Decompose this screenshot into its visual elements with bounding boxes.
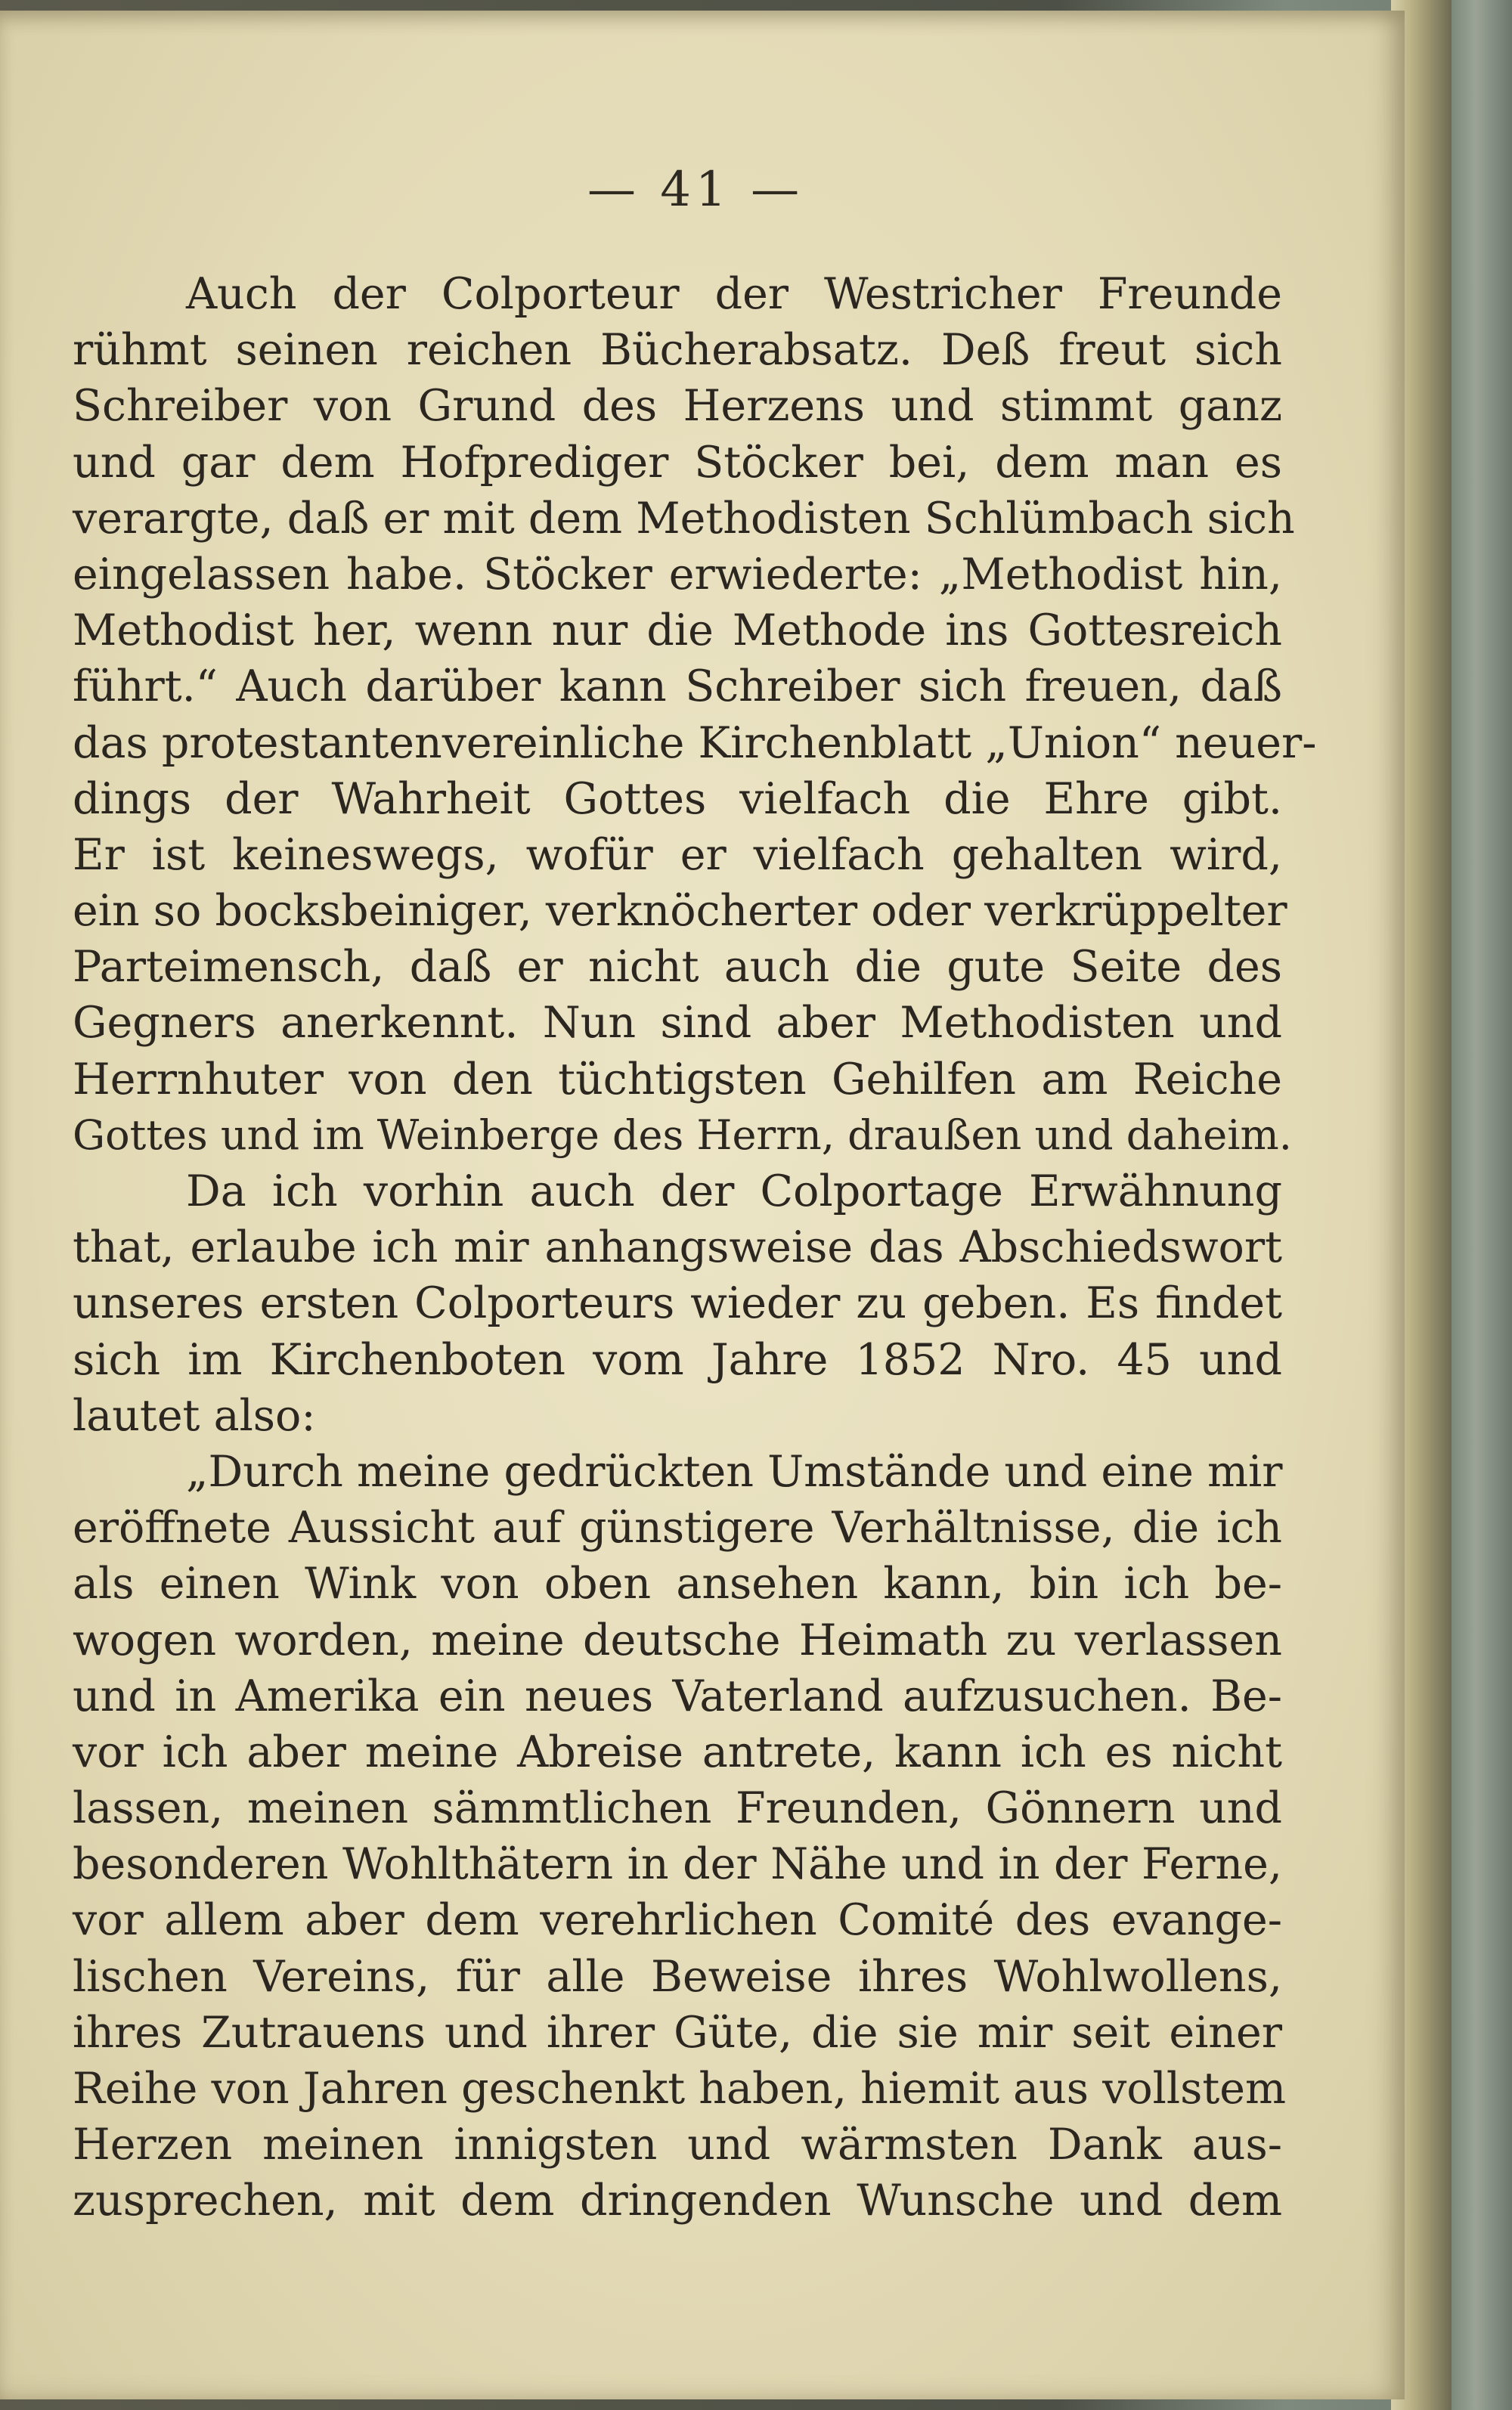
- text-line: dings der Wahrheit Gottes vielfach die Ehre gibt.: [73, 773, 1282, 824]
- text-line: lautet also:: [73, 1390, 316, 1441]
- text-line: Da ich vorhin auch der Colportage Erwähnung: [186, 1166, 1282, 1216]
- text-line: Reihe von Jahren geschenkt haben, hiemit aus vollstem: [73, 2064, 1287, 2114]
- text-line: vor ich aber meine Abreise antrete, kann ich es nicht: [73, 1727, 1282, 1777]
- text-line: führt.“ Auch darüber kann Schreiber sich freuen, daß: [73, 661, 1282, 712]
- book-page: [0, 11, 1405, 2399]
- text-line: zusprechen, mit dem dringenden Wunsche und dem: [73, 2176, 1282, 2226]
- scanner-margin: [1452, 0, 1512, 2410]
- text-line: ihres Zutrauens und ihrer Güte, die sie mir seit einer: [73, 2007, 1282, 2058]
- text-line: lischen Vereins, für alle Beweise ihres Wohlwollens,: [73, 1951, 1282, 2002]
- text-line: that, erlaube ich mir anhangsweise das Abschiedswort: [73, 1222, 1282, 1273]
- text-line: und in Amerika ein neues Vaterland aufzusuchen. Be-: [73, 1671, 1282, 1721]
- text-line: sich im Kirchenboten vom Jahre 1852 Nro. 45 und: [73, 1334, 1282, 1385]
- text-line: Herrnhuter von den tüchtigsten Gehilfen am Reiche: [73, 1054, 1282, 1104]
- text-line: Schreiber von Grund des Herzens und stimmt ganz: [73, 381, 1282, 432]
- text-line: verargte, daß er mit dem Methodisten Schlümbach sich: [73, 493, 1295, 544]
- text-line: Er ist keineswegs, wofür er vielfach gehalten wird,: [73, 829, 1282, 880]
- text-line: „Durch meine gedrückten Umstände und eine mir: [186, 1446, 1283, 1497]
- text-line: und gar dem Hofprediger Stöcker bei, dem man es: [73, 437, 1282, 488]
- text-line: Methodist her, wenn nur die Methode ins Gottesreich: [73, 606, 1282, 656]
- text-line: eingelassen habe. Stöcker erwiederte: „Methodist hin,: [73, 549, 1282, 599]
- text-line: Parteimensch, daß er nicht auch die gute Seite des: [73, 942, 1282, 993]
- text-line: ein so bocksbeiniger, verknöcherter oder verkrüppelter: [73, 886, 1287, 937]
- text-line: Herzen meinen innigsten und wärmsten Dank aus-: [73, 2120, 1282, 2170]
- text-line: das protestantenvereinliche Kirchenblatt „Union“ neuer-: [73, 717, 1317, 768]
- text-line: lassen, meinen sämmtlichen Freunden, Gönnern und: [73, 1783, 1282, 1834]
- text-line: Gottes und im Weinberge des Herrn, draußen und daheim.: [73, 1111, 1292, 1159]
- text-line: wogen worden, meine deutsche Heimath zu verlassen: [73, 1615, 1282, 1665]
- body-text: [73, 266, 1317, 2229]
- text-line: als einen Wink von oben ansehen kann, bin ich be-: [73, 1559, 1282, 1609]
- text-line: Auch der Colporteur der Westricher Freunde: [186, 269, 1282, 319]
- text-line: rühmt seinen reichen Bücherabsatz. Deß freut sich: [73, 325, 1282, 376]
- text-line: vor allem aber dem verehrlichen Comité des evange-: [73, 1895, 1282, 1946]
- text-line: besonderen Wohlthätern in der Nähe und in der Ferne,: [73, 1839, 1282, 1890]
- text-line: unseres ersten Colporteurs wieder zu geben. Es findet: [73, 1278, 1282, 1329]
- page-number: — 41 —: [587, 162, 804, 218]
- text-line: Gegners anerkennt. Nun sind aber Methodisten und: [73, 998, 1282, 1049]
- text-line: eröffnete Aussicht auf günstigere Verhältnisse, die ich: [73, 1503, 1282, 1553]
